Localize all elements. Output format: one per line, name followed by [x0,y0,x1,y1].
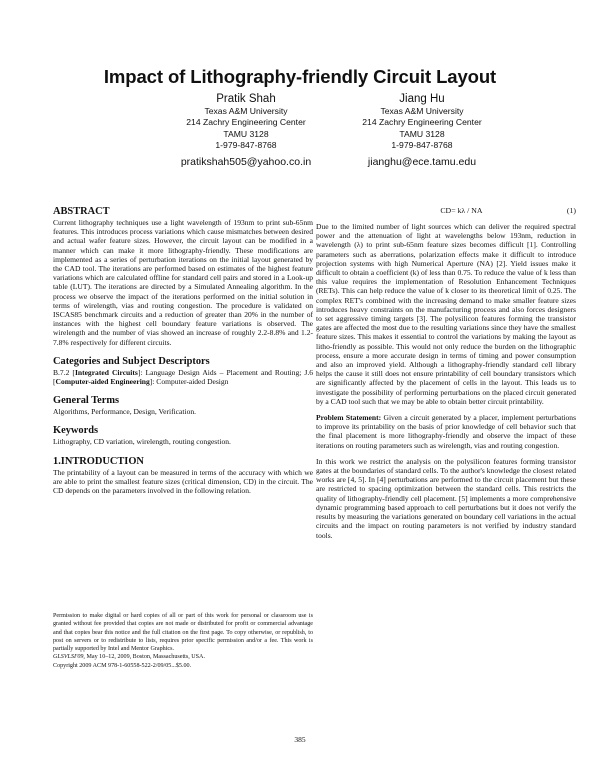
equation-number: (1) [566,206,576,215]
equation-1 [316,206,576,216]
author-phone: 1-979-847-8768 [215,139,277,150]
author-city: TAMU 3128 [223,128,269,139]
author-email: jianghu@ece.tamu.edu [367,156,477,169]
general-terms-text: Algorithms, Performance, Design, Verification. [53,407,197,417]
equation-formula: CD= kλ / NA [440,206,483,215]
general-terms-heading: General Terms [53,395,120,407]
author-address: 214 Zachry Engineering Center [186,117,306,128]
author-address: 214 Zachry Engineering Center [362,117,482,128]
introduction-heading: 1.INTRODUCTION [53,455,144,467]
author-name: Jiang Hu [399,93,445,105]
permission-text: Permission to make digital or hard copies of all or part of this work for personal or classroom use is granted without fee provided that copies are not made or distributed for profit or commercial advantage and that copies bear this notice and the full citation on the first page. To copy otherwise, or republish, to post on servers or to redistribute to lists, requires prior specific permission and/or a fee. This work is partially supported by Intel and Mentor Graphics. [53,613,313,652]
author-affiliation: Texas A&M University [204,106,288,116]
categories-text: B.7.2 [Integrated Circuits]: Language Design Aids – Placement and Routing; J.6 [Computer-aided Engineering]: Computer-aided Design [53,367,313,387]
author-name: Pratik Shah [216,93,276,105]
paper-title: Impact of Lithography-friendly Circuit Layout [103,66,497,87]
left-column [53,206,313,495]
abstract-heading: ABSTRACT [53,206,110,217]
author-phone: 1-979-847-8768 [391,139,453,150]
introduction-text: The printability of a layout can be measured in terms of the accuracy with which we are able to print the smallest feature sizes (critical dimension, CD) in the circuit. The CD depends on the parameters involved in the following relation. [53,467,313,496]
page-number: 385 [294,735,306,744]
permission-notice [53,612,313,670]
right-column [316,206,576,540]
author-email: pratikshah505@yahoo.co.in [180,156,312,169]
conference-line: GLSVLSI'09, May 10–12, 2009, Boston, Massachusetts, USA. [53,654,205,661]
intro-paragraph: Due to the limited number of light sources which can deliver the required spectral power and the attenuation of light at wavelengths below 193nm, reduction in wavelength (λ) to print sub-65nm feature sizes becomes difficult [1]. Controlling parameters such as aberrations, polarization effects make it difficult to introduce projection systems with high Numerical Aperture (NA) [2]. Yield issues make it difficult to obtain a coefficient (k) of less than 0.75. To reduce the value of k less than this value requires the implementation of Resolution Enhancement Techniques (RETs). This can help reduce the value of k closer to its theoretical limit of 0.25. The complex RET's combined with the increasing demand to make smaller feature sizes introduces heavy constraints on the manufacturing process and also forces designers to set aggressive timing targets [3]. The polysilicon features forming the transistor gates are affected the most due to the resulting variations since they have the smallest feature sizes. This makes it essential to control the variations by making the layout as litho-friendly as possible. This would not only reduce the burden on the lithographic process, ensure a more accurate design in terms of timing and power consumption and also an improved yield. Although a lithography-friendly standard cell library helps the cause it still does not ensure printability of cell boundary transistors which are significantly affected by the placement of cells in the layout. This leads us to investigate the possibility of performing perturbations on the placed circuit generated by a CAD tool such that we may be able to obtain better circuit printability. [316,222,576,406]
keywords-heading: Keywords [53,425,99,437]
keywords-text: Lithography, CD variation, wirelength, routing congestion. [53,437,231,447]
author-city: TAMU 3128 [399,128,445,139]
author-block-2 [302,93,542,169]
related-work-paragraph: In this work we restrict the analysis on the polysilicon features forming transistor gates at the boundaries of standard cells. To the author's knowledge the closest related works are [4, 5]. In [4] perturbations are performed to the circuit placement but these are restricted to spacing optimization between the standard cells. This restricts the quality of lithography-friendly cell placement. [5] implements a more comprehensive dynamic programming based approach to cell perturbations but it does not verify the results by measuring the variations generated on boundary cell variations in the actual circuits and the impact on routing parameters is not verified by industry standard tools. [316,456,576,540]
categories-heading: Categories and Subject Descriptors [53,355,210,367]
problem-statement: Problem Statement: Given a circuit generated by a placer, implement perturbations to improve its printability on the basis of prior knowledge of cell behavior such that the final placement is more lithography-friendly and observe the impact of these iterations on routing parameters such as wirelength, vias and routing congestion. [316,413,577,450]
author-affiliation: Texas A&M University [380,106,464,116]
abstract-text: Current lithography techniques use a light wavelength of 193nm to print sub-65nm features. This introduces process variations which cause mismatches between desired and actual wafer feature sizes. However, the circuit layout can be modified in a manner which can make it more lithography-friendly. These modifications are implemented as a series of perturbation iterations on the initial layout generated by the CAD tool. The iterations are performed based on estimates of the highest feature variations which are calculated offline for standard cell pairs and stored in a Look-up table (LUT). The iterations are directed by a Simulated Annealing algorithm. In the process we observe the impact of the iterations performed on the initial solution in terms of wirelength, vias and routing congestion. The procedure is validated on ISCAS85 benchmark circuits and a reduction of greater than 20% in the number of instances with the highest cell boundary feature variations is observed. The wirelength and the number of vias showed an increase of roughly 2.2-8.8% and 1.2-7.8% respectively for different circuits. [53,218,313,347]
copyright-line: Copyright 2009 ACM 978-1-60558-522-2/09/05...$5.00. [53,662,192,669]
